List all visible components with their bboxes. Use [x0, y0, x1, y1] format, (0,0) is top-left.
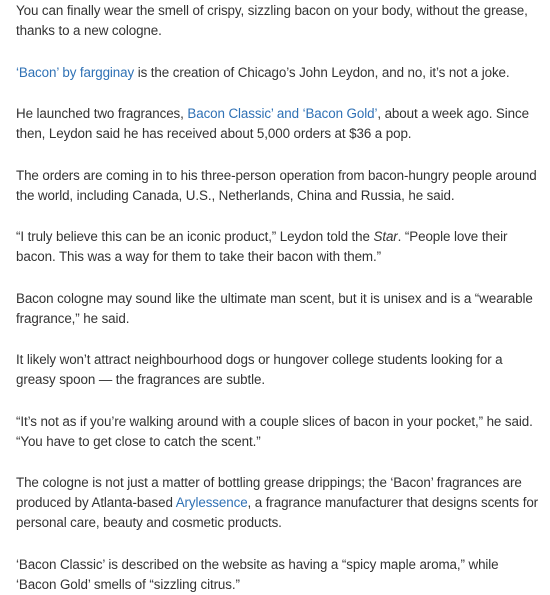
paragraph-text: . “People love their bacon. This was a way for them to take their bacon with them.”	[16, 229, 508, 264]
paragraph-quote-pocket	[16, 412, 542, 452]
paragraph-creator	[16, 63, 542, 83]
paragraph-quote-iconic	[16, 227, 542, 267]
paragraph-unisex	[16, 289, 542, 329]
paragraph-text: , about a week ago. Since then, Leydon said he has received about 5,000 orders at $36 a pop.	[16, 106, 529, 141]
publication-name: Star	[373, 229, 398, 244]
bacon-classic-gold-link[interactable]: Bacon Classic’ and ‘Bacon Gold’	[187, 106, 378, 121]
arylessence-link[interactable]: Arylessence	[175, 495, 248, 510]
paragraph-intro	[16, 1, 542, 41]
paragraph-text: is the creation of Chicago’s John Leydon, and no, it’s not a joke.	[134, 64, 510, 80]
paragraph-orders	[16, 166, 542, 206]
paragraph-launch	[16, 104, 542, 144]
paragraph-descriptions	[16, 555, 542, 595]
paragraph-text: , a fragrance manufacturer that designs scents for personal care, beauty and cosmetic products.	[16, 495, 539, 530]
paragraph-text: ‘Bacon Classic’ is described on the website as having a “spicy maple aroma,” while ‘Bacon Gold’ smells of “sizzling citrus.”	[16, 556, 499, 592]
paragraph-text: Bacon cologne may sound like the ultimate man scent, but it is unisex and is a “wearable fragrance,” he said.	[16, 290, 533, 326]
paragraph-subtle	[16, 350, 542, 390]
paragraph-text: The cologne is not just a matter of bottling grease drippings; the ‘Bacon’ fragrances are produced by Atlanta-based	[16, 475, 522, 510]
paragraph-text: He launched two fragrances,	[16, 106, 188, 121]
paragraph-manufacturer	[16, 473, 542, 533]
paragraph-text: You can finally wear the smell of crispy, sizzling bacon on your body, without the grease, thanks to a new cologne.	[16, 3, 528, 38]
paragraph-text: “I truly believe this can be an iconic product,” Leydon told the	[16, 229, 374, 244]
paragraph-text: It likely won’t attract neighbourhood dogs or hungover college students looking for a greasy spoon — the fragrances are subtle.	[16, 352, 503, 387]
bacon-by-fargginay-link[interactable]: ‘Bacon’ by fargginay	[16, 64, 135, 80]
paragraph-text: The orders are coming in to his three-person operation from bacon-hungry people around the world, including Canada, U.S., Netherlands, China and Russia, he said.	[16, 167, 537, 203]
paragraph-text: “It’s not as if you’re walking around with a couple slices of bacon in your pocket,” he said. “You have to get close to catch the scent.”	[16, 413, 533, 449]
